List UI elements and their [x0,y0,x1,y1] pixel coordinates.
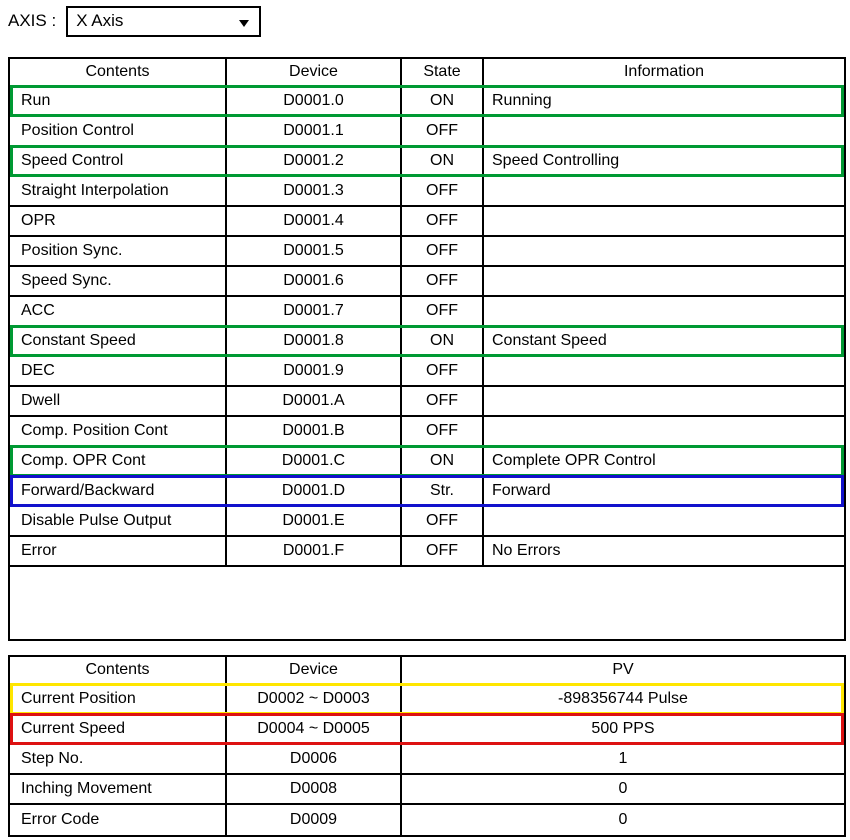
information-cell [484,387,844,415]
device-cell: D0008 [227,775,402,803]
pv-row [10,745,844,775]
information-cell [484,417,844,445]
device-cell: D0001.1 [227,117,402,145]
pv-cell: -898356744 Pulse [558,690,688,707]
status-row [10,507,844,537]
contents-cell: Step No. [10,745,227,773]
state-cell: OFF [402,207,484,235]
status-row [10,207,844,237]
header-contents: Contents [10,657,227,683]
pv-row-highlighted-yellow [10,685,844,715]
information-cell: Running [492,92,552,109]
device-cell: D0006 [227,745,402,773]
status-row [10,117,844,147]
status-row [10,237,844,267]
contents-cell: Forward/Backward [10,477,227,505]
pv-cell: 0 [618,811,628,828]
state-cell: OFF [402,297,484,325]
state-cell: ON [402,327,484,355]
device-cell: D0001.A [227,387,402,415]
state-cell: Str. [402,477,484,505]
information-cell [484,297,844,325]
status-table-empty-area [10,567,844,639]
header-device: Device [227,657,402,683]
device-cell: D0009 [227,805,402,835]
axis-select-value: X Axis [76,11,124,30]
information-cell [484,177,844,205]
information-cell: Complete OPR Control [492,452,656,469]
state-cell: OFF [402,507,484,535]
status-row [10,537,844,567]
header-device: Device [227,59,402,85]
state-cell: OFF [402,117,484,145]
information-cell: No Errors [492,542,561,559]
status-row-highlighted-blue [10,477,844,507]
status-row-highlighted-green [10,147,844,177]
status-row-highlighted-green [10,87,844,117]
state-cell: OFF [402,417,484,445]
header-state: State [402,59,484,85]
status-row-highlighted-green [10,327,844,357]
information-cell: Constant Speed [492,332,607,349]
contents-cell: Inching Movement [10,775,227,803]
contents-cell: Comp. OPR Cont [10,447,227,475]
axis-select-dropdown[interactable] [66,6,261,37]
state-cell: ON [402,447,484,475]
state-cell: OFF [402,177,484,205]
contents-cell: DEC [10,357,227,385]
contents-cell: Current Speed [10,715,227,743]
information-cell [484,507,844,535]
contents-cell: Constant Speed [10,327,227,355]
device-cell: D0001.2 [227,147,402,175]
contents-cell: Position Sync. [10,237,227,265]
information-cell [484,117,844,145]
device-cell: D0001.4 [227,207,402,235]
status-table-body [10,87,844,567]
contents-cell: Dwell [10,387,227,415]
information-cell [484,357,844,385]
status-row [10,387,844,417]
state-cell: OFF [402,387,484,415]
state-cell: OFF [402,267,484,295]
contents-cell: Error [10,537,227,565]
device-cell: D0001.5 [227,237,402,265]
device-cell: D0001.9 [227,357,402,385]
contents-cell: Position Control [10,117,227,145]
device-cell: D0001.0 [227,87,402,115]
axis-label: AXIS : [8,11,57,30]
contents-cell: Error Code [10,805,227,835]
pv-cell: 1 [618,750,628,767]
header-information: Information [623,63,705,80]
device-cell: D0001.F [227,537,402,565]
state-cell: ON [402,147,484,175]
status-row [10,357,844,387]
state-cell: OFF [402,537,484,565]
status-row [10,177,844,207]
contents-cell: Speed Sync. [10,267,227,295]
pv-table-header [10,657,844,685]
contents-cell: Straight Interpolation [10,177,227,205]
information-cell [484,207,844,235]
device-cell: D0001.E [227,507,402,535]
device-cell: D0001.C [227,447,402,475]
information-cell [484,237,844,265]
contents-cell: OPR [10,207,227,235]
contents-cell: Speed Control [10,147,227,175]
device-cell: D0001.7 [227,297,402,325]
device-cell: D0001.6 [227,267,402,295]
information-cell: Speed Controlling [492,152,620,169]
status-row [10,267,844,297]
device-cell: D0001.D [227,477,402,505]
pv-row-highlighted-red [10,715,844,745]
header-contents: Contents [10,59,227,85]
status-row [10,297,844,327]
contents-cell: Comp. Position Cont [10,417,227,445]
contents-cell: Disable Pulse Output [10,507,227,535]
device-cell: D0001.B [227,417,402,445]
axis-selector-row [8,5,261,37]
device-cell: D0002 ~ D0003 [227,685,402,713]
pv-cell: 0 [618,780,628,797]
contents-cell: ACC [10,297,227,325]
state-cell: OFF [402,357,484,385]
state-cell: ON [402,87,484,115]
contents-cell: Run [10,87,227,115]
status-table-header [10,59,844,87]
pv-row [10,775,844,805]
status-table [8,57,846,641]
chevron-down-icon [239,20,249,27]
pv-table [8,655,846,837]
contents-cell: Current Position [10,685,227,713]
information-cell: Forward [492,482,551,499]
device-cell: D0004 ~ D0005 [227,715,402,743]
device-cell: D0001.8 [227,327,402,355]
pv-row [10,805,844,835]
header-pv: PV [612,661,634,678]
pv-table-body [10,685,844,835]
device-cell: D0001.3 [227,177,402,205]
status-row [10,417,844,447]
status-row-highlighted-green [10,447,844,477]
state-cell: OFF [402,237,484,265]
pv-cell: 500 PPS [591,720,655,737]
information-cell [484,267,844,295]
